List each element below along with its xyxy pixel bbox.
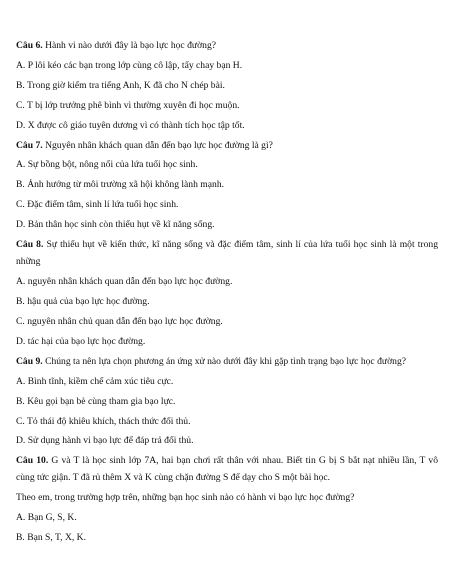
- answer-option: D. X được cô giáo tuyên dương vì có thành tích học tập tốt.: [16, 119, 245, 131]
- question-number: Câu 9.: [16, 355, 43, 367]
- question-10: [16, 452, 438, 486]
- answer-option: A. Bạn G, S, K.: [16, 512, 77, 524]
- answer-option: D. Bản thân học sinh còn thiếu hụt về kĩ năng sống.: [16, 219, 215, 231]
- question-number: Câu 10.: [16, 455, 49, 467]
- question-text: G và T là học sinh lớp 7A, hai bạn chơi rất thân với nhau. Biết tin G bị S bắt nạt nhiều lần, T vô cùng tức giận. T đã rủ thêm X và K cùng chặn đường S để dạy cho S một bài học.: [16, 455, 438, 484]
- answer-option: C. T bị lớp trưởng phê bình vì thường xuyên đi học muộn.: [16, 99, 240, 111]
- question-followup: Theo em, trong trường hợp trên, những bạn học sinh nào có hành vi bạo lực học đường?: [16, 492, 355, 504]
- answer-option: B. Ảnh hưởng từ môi trường xã hội không lành mạnh.: [16, 179, 225, 191]
- answer-option: A. P lôi kéo các bạn trong lớp cùng cô lập, tẩy chay bạn H.: [16, 59, 243, 71]
- question-6: [16, 36, 438, 56]
- question-number: Câu 7.: [16, 139, 43, 151]
- answer-option: C. Đặc điểm tâm, sinh lí lứa tuổi học sinh.: [16, 199, 179, 211]
- question-number: Câu 8.: [16, 239, 44, 251]
- question-8: [16, 236, 438, 270]
- question-text: Hành vi nào dưới đây là bạo lực học đường?: [45, 40, 217, 51]
- answer-option: C. Tỏ thái độ khiêu khích, thách thức đối thủ.: [16, 415, 191, 427]
- question-text: Chúng ta nên lựa chọn phương án ứng xử nào dưới đây khi gặp tình trạng bạo lực học đường?: [45, 355, 407, 367]
- answer-option: B. Kêu gọi bạn bè cùng tham gia bạo lực.: [16, 395, 176, 407]
- answer-option: C. nguyên nhân chủ quan dẫn đến bạo lực học đường.: [16, 315, 223, 327]
- quiz-document: [16, 36, 438, 548]
- question-text: Nguyên nhân khách quan dẫn đến bạo lực học đường là gì?: [45, 139, 273, 151]
- answer-option: B. Trong giờ kiểm tra tiếng Anh, K đã cho N chép bài.: [16, 79, 225, 91]
- question-9: [16, 353, 438, 370]
- question-number: Câu 6.: [16, 40, 43, 51]
- answer-option: A. nguyên nhân khách quan dẫn đến bạo lực học đường.: [16, 276, 233, 288]
- question-7: [16, 136, 438, 156]
- answer-option: D. Sử dụng hành vi bạo lực để đáp trả đối thủ.: [16, 435, 194, 447]
- answer-option: B. Bạn S, T, X, K.: [16, 532, 87, 544]
- question-text: Sự thiếu hụt về kiến thức, kĩ năng sống và đặc điểm tâm, sinh lí của lứa tuổi học sinh là một trong những: [16, 239, 439, 268]
- answer-option: A. Bình tĩnh, kiềm chế cảm xúc tiêu cực.: [16, 375, 174, 387]
- answer-option: B. hậu quả của bạo lực học đường.: [16, 295, 150, 307]
- answer-option: A. Sự bồng bột, nông nổi của lứa tuổi học sinh.: [16, 159, 198, 171]
- answer-option: D. tác hại của bạo lực học đường.: [16, 335, 146, 347]
